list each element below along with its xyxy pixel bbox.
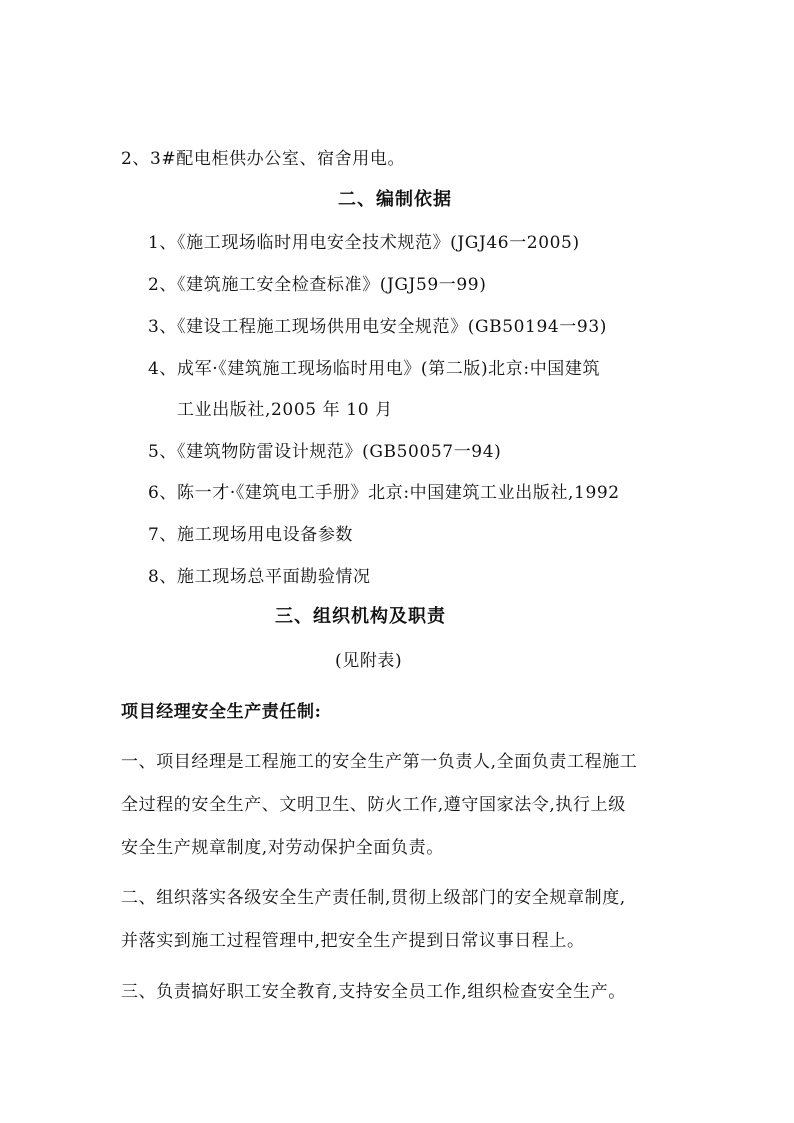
basis-item-8: 8、施工现场总平面勘验情况 bbox=[148, 567, 371, 587]
responsibility-title: 项目经理安全生产责任制: bbox=[121, 702, 322, 722]
basis-item-4-continued: 工业出版社,2005 年 10 月 bbox=[177, 400, 393, 420]
intro-line: 2、3#配电柜供办公室、宿舍用电。 bbox=[121, 149, 406, 169]
responsibility-line-1: 一、项目经理是工程施工的安全生产第一负责人,全面负责工程施工 bbox=[121, 752, 638, 772]
basis-item-6: 6、陈一才·《建筑电工手册》北京:中国建筑工业出版社,1992 bbox=[148, 483, 620, 503]
basis-item-2: 2、《建筑施工安全检查标准》(JGJ59一99) bbox=[148, 275, 487, 295]
basis-item-4: 4、成军·《建筑施工现场临时用电》(第二版)北京:中国建筑 bbox=[148, 359, 601, 379]
section-3-note: (见附表) bbox=[335, 651, 403, 671]
basis-item-3: 3、《建设工程施工现场供用电安全规范》(GB50194一93) bbox=[148, 317, 607, 337]
basis-item-5: 5、《建筑物防雷设计规范》(GB50057一94) bbox=[148, 442, 502, 462]
basis-item-7: 7、施工现场用电设备参数 bbox=[148, 525, 354, 545]
section-2-title: 二、编制依据 bbox=[338, 189, 452, 210]
responsibility-line-3: 安全生产规章制度,对劳动保护全面负责。 bbox=[121, 838, 444, 858]
responsibility-line-5: 并落实到施工过程管理中,把安全生产提到日常议事日程上。 bbox=[121, 931, 585, 951]
responsibility-line-6: 三、负责搞好职工安全教育,支持安全员工作,组织检查安全生产。 bbox=[121, 982, 626, 1002]
responsibility-line-2: 全过程的安全生产、文明卫生、防火工作,遵守国家法令,执行上级 bbox=[121, 795, 626, 815]
responsibility-line-4: 二、组织落实各级安全生产责任制,贯彻上级部门的安全规章制度, bbox=[121, 888, 626, 908]
section-3-title: 三、组织机构及职责 bbox=[275, 606, 446, 627]
basis-item-1: 1、《施工现场临时用电安全技术规范》(JGJ46一2005) bbox=[148, 233, 580, 253]
